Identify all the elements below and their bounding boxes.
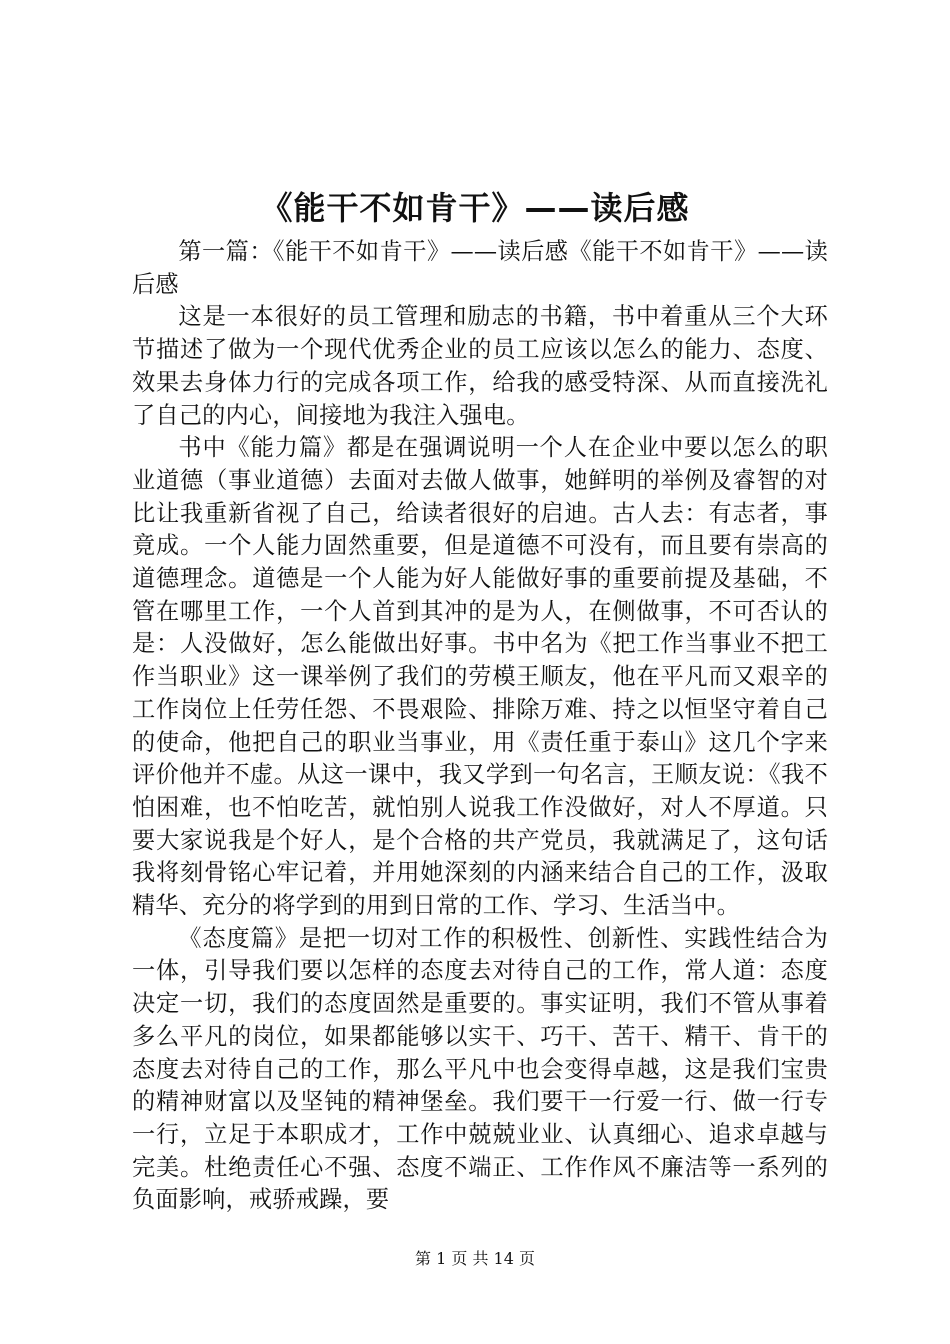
paragraph-4: 《态度篇》是把一切对工作的积极性、创新性、实践性结合为一体，引导我们要以怎样的态度去对待自己的工作，常人道：态度决定一切，我们的态度固然是重要的。事实证明，我们不管从事着多么平凡的岗位，如果都能够以实干、巧干、苦干、精干、肯干的态度去对待自己的工作，那么平凡中也会变得卓越，这是我们宝贵的精神财富以及坚钝的精神堡垒。我们要干一行爱一行、做一行专一行，立足于本职成才，工作中兢兢业业、认真细心、追求卓越与完美。杜绝责任心不强、态度不端正、工作作风不廉洁等一系列的负面影响，戒骄戒躁，要 bbox=[132, 924, 828, 1214]
document-title: 《能干不如肯干》——读后感 bbox=[260, 189, 690, 227]
paragraph-3: 书中《能力篇》都是在强调说明一个人在企业中要以怎么的职业道德（事业道德）去面对去做人做事，她鲜明的举例及睿智的对比让我重新省视了自己，给读者很好的启迪。古人去：有志者，事竟成。一个人能力固然重要，但是道德不可没有，而且要有崇高的道德理念。道德是一个人能为好人能做好事的重要前提及基础，不管在哪里工作，一个人首到其冲的是为人，在侧做事，不可否认的是：人没做好，怎么能做出好事。书中名为《把工作当事业不把工作当职业》这一课举例了我们的劳模王顺友，他在平凡而又艰辛的工作岗位上任劳任怨、不畏艰险、排除万难、持之以恒坚守着自己的使命，他把自己的职业当事业，用《责任重于泰山》这几个字来评价他并不虚。从这一课中，我又学到一句名言，王顺友说：《我不怕困难，也不怕吃苦，就怕别人说我工作没做好，对人不厚道。只要大家说我是个好人，是个合格的共产党员，我就满足了，这句话我将刻骨铭心牢记着，并用她深刻的内涵来结合自己的工作，汲取精华、充分的将学到的用到日常的工作、学习、生活当中。 bbox=[132, 434, 828, 920]
paragraph-2: 这是一本很好的员工管理和励志的书籍，书中着重从三个大环节描述了做为一个现代优秀企业的员工应该以怎么的能力、态度、效果去身体力行的完成各项工作，给我的感受特深、从而直接洗礼了自己的内心，间接地为我注入强电。 bbox=[132, 303, 828, 429]
page-number-footer: 第 1 页 共 14 页 bbox=[415, 1249, 535, 1268]
paragraph-1: 第一篇：《能干不如肯干》——读后感《能干不如肯干》——读后感 bbox=[132, 238, 828, 298]
document-body bbox=[132, 236, 828, 1217]
